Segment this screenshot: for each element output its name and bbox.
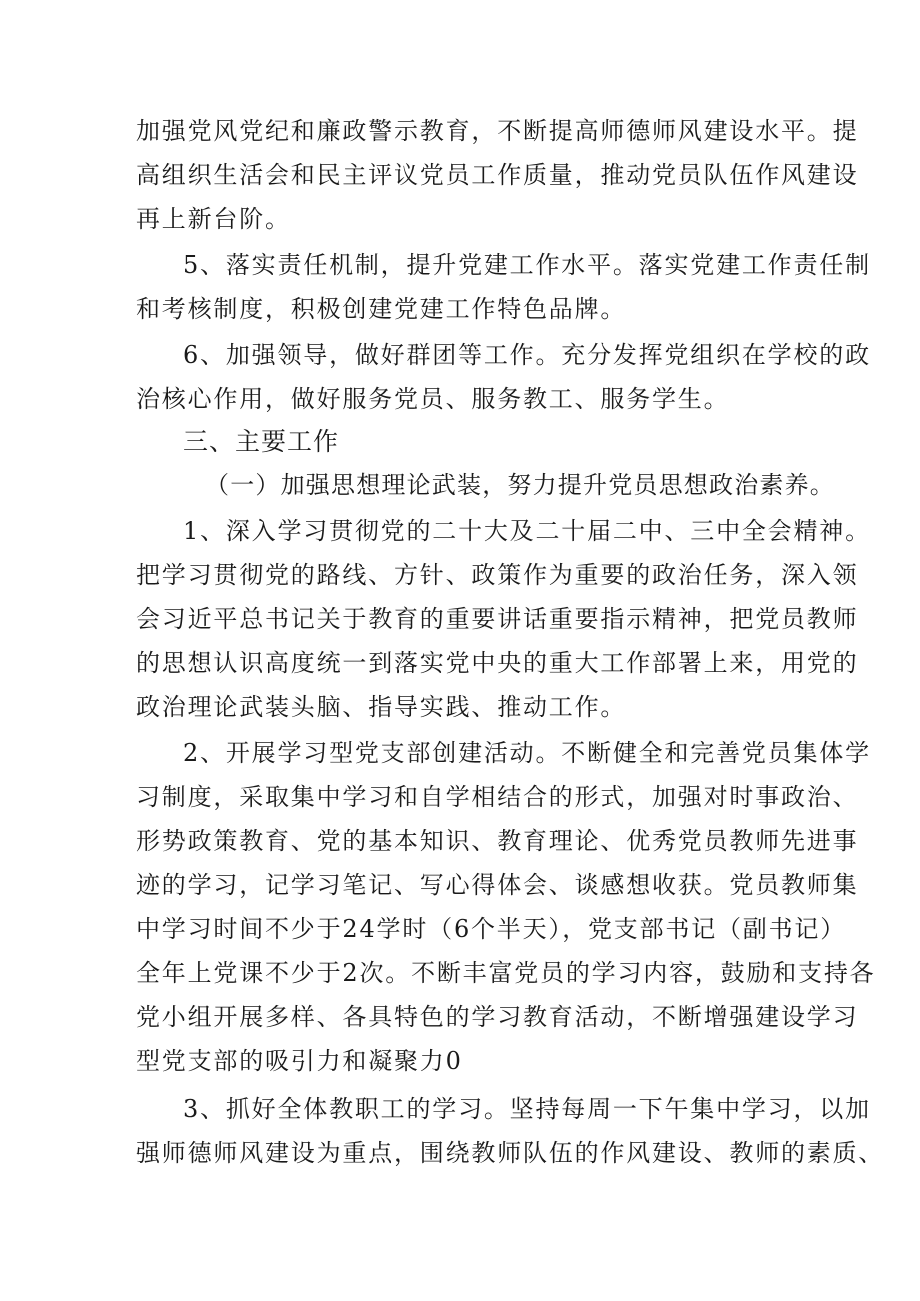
- body-text-line: 习制度，采取集中学习和自学相结合的形式，加强对时事政治、: [136, 783, 859, 811]
- subsection-heading: （一）加强思想理论武装，努力提升党员思想政治素养。: [205, 471, 835, 499]
- paragraph-item-6: 6、加强领导，做好群团等工作。充分发挥党组织在学校的政: [183, 341, 871, 369]
- paragraph-item-5: 5、落实责任机制，提升党建工作水平。落实党建工作责任制: [183, 251, 871, 279]
- body-text-line: 把学习贯彻党的路线、方针、政策作为重要的政治任务，深入领: [136, 561, 859, 589]
- body-text-line: 加强党风党纪和廉政警示教育，不断提高师德师风建设水平。提: [136, 117, 859, 145]
- paragraph-item-1: 1、深入学习贯彻党的二十大及二十届二中、三中全会精神。: [183, 517, 871, 545]
- body-text-line: 强师德师风建设为重点，围绕教师队伍的作风建设、教师的素质、: [136, 1139, 885, 1167]
- body-text-line: 和考核制度，积极创建党建工作特色品牌。: [136, 295, 627, 323]
- body-text-line: 中学习时间不少于24学时（6个半天），党支部书记（副书记）: [136, 915, 847, 943]
- body-text-line: 再上新台阶。: [136, 205, 291, 233]
- body-text-line: 治核心作用，做好服务党员、服务教工、服务学生。: [136, 385, 730, 413]
- section-heading: 三、主要工作: [183, 427, 340, 456]
- body-text-line: 型党支部的吸引力和凝聚力0: [136, 1047, 463, 1075]
- body-text-line: 会习近平总书记关于教育的重要讲话重要指示精神，把党员教师: [136, 605, 859, 633]
- body-text-line: 政治理论武装头脑、指导实践、推动工作。: [136, 693, 627, 721]
- paragraph-item-3: 3、抓好全体教职工的学习。坚持每周一下午集中学习，以加: [183, 1095, 871, 1123]
- paragraph-item-2: 2、开展学习型党支部创建活动。不断健全和完善党员集体学: [183, 739, 871, 767]
- body-text-line: 迹的学习，记学习笔记、写心得体会、谈感想收获。党员教师集: [136, 871, 859, 899]
- body-text-line: 的思想认识高度统一到落实党中央的重大工作部署上来，用党的: [136, 649, 859, 677]
- body-text-line: 全年上党课不少于2次。不断丰富党员的学习内容，鼓励和支持各: [136, 959, 876, 987]
- body-text-line: 形势政策教育、党的基本知识、教育理论、优秀党员教师先进事: [136, 827, 859, 855]
- body-text-line: 高组织生活会和民主评议党员工作质量，推动党员队伍作风建设: [136, 161, 859, 189]
- body-text-line: 党小组开展多样、各具特色的学习教育活动，不断增强建设学习: [136, 1003, 859, 1031]
